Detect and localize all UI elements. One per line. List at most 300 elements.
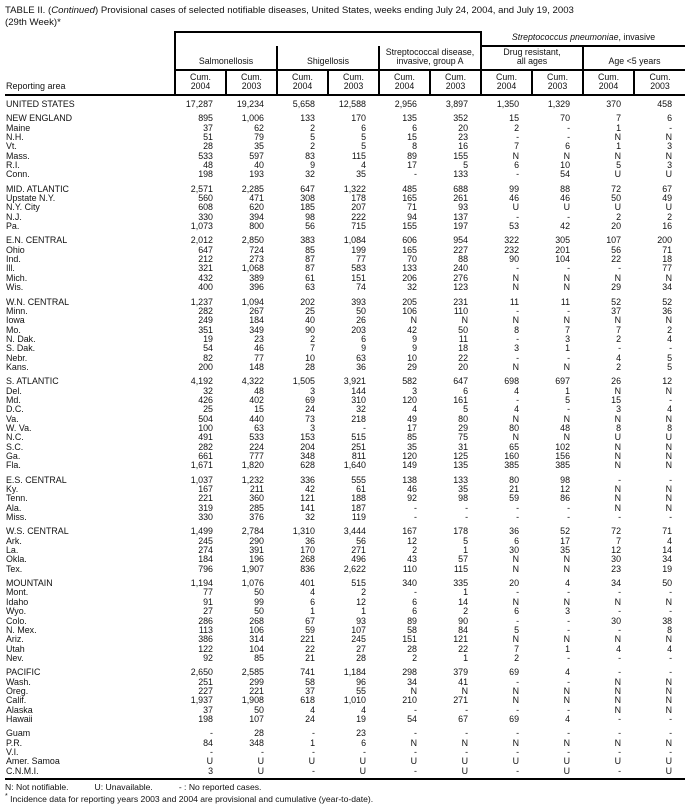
cell: 8 <box>412 141 417 152</box>
cell: 3 <box>310 422 315 433</box>
row-label: Nebr. <box>6 352 28 363</box>
cell: 17 <box>560 535 571 546</box>
cell: 69 <box>509 667 520 678</box>
cell: - <box>465 512 469 523</box>
cell: 56 <box>356 535 366 546</box>
cell: 50 <box>254 704 264 715</box>
cell: 16 <box>662 221 673 232</box>
cell: 314 <box>249 634 264 645</box>
cell: 6 <box>412 596 417 607</box>
cell: 26 <box>611 376 622 387</box>
row-label: MID. ATLANTIC <box>6 183 69 194</box>
cell: 212 <box>198 254 213 265</box>
cell: - <box>567 263 571 274</box>
cell: 203 <box>351 324 366 335</box>
cell: - <box>567 615 571 626</box>
table-row <box>5 142 685 151</box>
cell: 231 <box>453 296 469 307</box>
cell: 205 <box>402 296 417 307</box>
cell: 22 <box>611 254 622 265</box>
cell: U <box>614 202 622 213</box>
table-title-continued: Continued <box>51 5 95 16</box>
header-strep-pneumoniae: Streptococcus pneumoniae, invasive <box>481 32 685 46</box>
cell: 21 <box>509 484 520 495</box>
cell: 151 <box>351 272 366 283</box>
cell: N <box>614 315 622 326</box>
cell: 52 <box>560 526 571 537</box>
cell: 3 <box>565 333 571 344</box>
cell: 1 <box>565 343 571 354</box>
cell: 6 <box>310 596 315 607</box>
cell: 3 <box>208 765 213 776</box>
table-row <box>5 213 685 222</box>
row-label: Colo. <box>6 615 27 626</box>
cell: 2 <box>463 606 469 617</box>
cell: 1,184 <box>343 667 366 678</box>
cell: 393 <box>351 296 366 307</box>
cell: N <box>665 150 673 161</box>
cell: 96 <box>356 676 366 687</box>
cell: 87 <box>305 263 315 274</box>
cell: - <box>618 713 622 724</box>
cell: 52 <box>611 296 622 307</box>
cell: N <box>665 685 673 696</box>
row-label: Mass. <box>6 150 30 161</box>
row-label: R.I. <box>6 160 20 171</box>
cell: - <box>567 676 571 687</box>
cell: N <box>410 685 417 696</box>
cell: 48 <box>203 160 213 171</box>
cell: 2 <box>412 652 417 663</box>
cell: 50 <box>254 587 264 598</box>
cell: 133 <box>453 474 469 485</box>
cell: 2,285 <box>241 183 264 194</box>
cell: 70 <box>560 113 571 124</box>
cell: N <box>665 596 673 607</box>
table-row <box>5 236 685 245</box>
cell: 199 <box>351 244 366 255</box>
cell: - <box>618 652 622 663</box>
cell: 36 <box>662 305 673 316</box>
cell: 426 <box>198 394 213 405</box>
cell: 647 <box>300 183 315 194</box>
cell: 8 <box>667 624 673 635</box>
row-label: D.C. <box>6 404 24 415</box>
cell: N <box>614 150 622 161</box>
table-row <box>5 377 685 386</box>
cell: 46 <box>560 193 571 204</box>
row-label: S. ATLANTIC <box>6 376 59 387</box>
cell: - <box>618 667 622 678</box>
cell: U <box>512 756 520 767</box>
cell: 23 <box>458 132 469 142</box>
cell: - <box>516 704 520 715</box>
cell: 1 <box>310 606 315 617</box>
footnote-n: N: Not notifiable. <box>5 782 69 792</box>
cell: 3,921 <box>343 376 366 387</box>
cell: 6 <box>361 737 366 748</box>
cell: 201 <box>555 244 571 255</box>
cell: - <box>669 394 673 405</box>
cell: 170 <box>351 113 366 124</box>
cell: - <box>312 746 315 757</box>
cell: 49 <box>662 193 673 204</box>
cell: 204 <box>300 441 315 452</box>
cell: 1,820 <box>241 460 264 471</box>
cell: 1 <box>616 141 622 152</box>
cell: N <box>461 315 469 326</box>
table-row <box>5 396 685 405</box>
cell: 227 <box>198 685 213 696</box>
cell: 1,671 <box>190 460 213 471</box>
cell: 52 <box>662 296 673 307</box>
cell: - <box>567 352 571 363</box>
table-row <box>5 443 685 452</box>
cell: - <box>516 615 520 626</box>
row-label: Wis. <box>6 282 24 293</box>
cell: - <box>618 512 622 523</box>
cell: 4 <box>514 385 520 396</box>
table-row <box>5 114 685 123</box>
cell: 4 <box>514 404 520 415</box>
row-label: Oreg. <box>6 685 29 696</box>
cell: 4,322 <box>241 376 264 387</box>
cell: 50 <box>458 324 469 335</box>
cell: N <box>614 596 622 607</box>
cell: - <box>414 704 417 715</box>
cell: 98 <box>458 493 469 504</box>
cell: 36 <box>509 526 520 537</box>
cell: 5 <box>514 624 520 635</box>
cell: 4 <box>565 578 571 589</box>
cell: - <box>516 132 520 142</box>
cell: 56 <box>305 221 315 232</box>
cell: 19,234 <box>236 98 264 109</box>
cell: 34 <box>662 282 673 293</box>
cell: 4 <box>565 667 571 678</box>
cell: 628 <box>300 460 315 471</box>
table-row <box>5 326 685 335</box>
cell: 87 <box>305 254 315 265</box>
table-row <box>5 476 685 485</box>
header-cum-2004: Cum. 2004 <box>277 70 328 95</box>
cell: 34 <box>611 578 622 589</box>
cell: 394 <box>249 211 264 222</box>
cell: 30 <box>611 615 622 626</box>
cell: U <box>614 756 622 767</box>
cell: N <box>563 315 571 326</box>
cell: 383 <box>300 235 315 246</box>
cell: N <box>665 272 673 283</box>
row-label: N. Mex. <box>6 624 37 635</box>
cell: 48 <box>560 422 571 433</box>
table-row <box>5 678 685 687</box>
cell: 2 <box>310 333 315 344</box>
cell: 80 <box>458 413 469 424</box>
cell: - <box>669 512 673 523</box>
cell: - <box>465 704 469 715</box>
cell: 560 <box>198 193 213 204</box>
table-row <box>5 124 685 133</box>
footnote-incidence: * Incidence data for reporting years 2003 and 2004 are provisional and cumulative (year-to-date). <box>5 793 374 805</box>
cell: 360 <box>249 493 264 504</box>
cell: - <box>363 422 366 433</box>
cell: 2 <box>361 587 366 598</box>
cell: 207 <box>351 202 366 213</box>
cell: 1,350 <box>496 98 520 109</box>
row-label: Iowa <box>6 315 25 326</box>
cell: N <box>614 272 622 283</box>
cell: 533 <box>249 432 264 443</box>
cell: 120 <box>402 394 417 405</box>
reporting-area-label: Reporting area <box>5 70 175 95</box>
cell: 188 <box>351 493 366 504</box>
table-row <box>5 95 685 109</box>
header-cum-2003: Cum. 2003 <box>328 70 379 95</box>
cell: 56 <box>611 244 622 255</box>
cell: 110 <box>453 305 469 316</box>
table-title <box>5 5 685 28</box>
cell: 5 <box>361 141 366 152</box>
cell: N <box>614 685 622 696</box>
cell: 221 <box>300 634 315 645</box>
cell: 245 <box>198 535 213 546</box>
table-row <box>5 185 685 194</box>
cell: 165 <box>402 193 417 204</box>
cell: 167 <box>402 526 417 537</box>
cell: 17 <box>407 160 417 171</box>
cell: 46 <box>254 343 264 354</box>
cell: 198 <box>198 169 213 180</box>
cell: 9 <box>412 343 417 354</box>
cell: 268 <box>249 615 264 626</box>
cell: 1,937 <box>190 695 213 706</box>
cell: N <box>512 695 520 706</box>
cell: 41 <box>458 676 469 687</box>
cell: N <box>563 272 571 283</box>
cell: U <box>359 765 366 776</box>
cell: 69 <box>305 394 315 405</box>
cell: - <box>516 333 520 344</box>
cell: 1,076 <box>241 578 264 589</box>
cell: 267 <box>249 305 264 316</box>
cell: - <box>414 169 417 180</box>
table-row <box>5 298 685 307</box>
cell: - <box>618 474 622 485</box>
row-label: S. Dak. <box>6 343 36 354</box>
cell: - <box>414 587 417 598</box>
cell: U <box>665 169 673 180</box>
cell: 58 <box>305 676 315 687</box>
cell: - <box>516 502 520 513</box>
table-row <box>5 565 685 574</box>
cell: 218 <box>351 413 366 424</box>
row-label: Vt. <box>6 141 17 152</box>
cell: - <box>567 587 571 598</box>
cell: N <box>614 634 622 645</box>
cell: 724 <box>249 244 264 255</box>
table-row <box>5 461 685 470</box>
header-cum-2004: Cum. 2004 <box>481 70 532 95</box>
cell: 9 <box>412 333 417 344</box>
row-label: N.J. <box>6 211 22 222</box>
table-row <box>5 494 685 503</box>
table-row <box>5 274 685 283</box>
cell: 2,956 <box>394 98 417 109</box>
cell: U <box>410 756 417 767</box>
cell: 2,850 <box>241 235 264 246</box>
cell: N <box>512 563 520 574</box>
cell: 1,322 <box>343 183 366 194</box>
cell: 322 <box>504 235 520 246</box>
cell: 138 <box>402 474 417 485</box>
cell: 688 <box>453 183 469 194</box>
cell: N <box>512 554 520 565</box>
cell: 91 <box>203 596 213 607</box>
cell: N <box>563 361 571 372</box>
cell: 187 <box>351 502 366 513</box>
cell: 4 <box>361 704 366 715</box>
cell: 30 <box>509 545 520 556</box>
cell: 148 <box>249 361 264 372</box>
table-title-week: (29th Week)* <box>5 16 61 28</box>
cell: 59 <box>509 493 520 504</box>
cell: - <box>516 305 520 316</box>
cell: N <box>614 132 622 142</box>
cell: 80 <box>509 474 520 485</box>
cell: 2 <box>514 652 520 663</box>
cell: - <box>363 746 366 757</box>
cell: 98 <box>560 474 571 485</box>
cell: N <box>614 451 622 461</box>
cell: U <box>206 756 213 767</box>
cell: N <box>665 502 673 513</box>
table-row <box>5 424 685 433</box>
row-label: Ga. <box>6 451 21 461</box>
cell: 135 <box>453 460 469 471</box>
cell: - <box>567 404 571 415</box>
cell: 2 <box>514 122 520 133</box>
cell: - <box>669 728 673 739</box>
cell: 29 <box>407 361 417 372</box>
cell: 90 <box>305 324 315 335</box>
table-row <box>5 527 685 536</box>
row-label: Tex. <box>6 563 23 574</box>
cell: 36 <box>356 361 366 372</box>
cell: 299 <box>249 676 264 687</box>
cell: 184 <box>198 554 213 565</box>
row-label: Conn. <box>6 169 30 180</box>
cell: U <box>257 756 264 767</box>
cell: 155 <box>402 221 417 232</box>
cell: 35 <box>458 484 469 495</box>
row-label: V.I. <box>6 746 19 757</box>
header-cum-2004: Cum. 2004 <box>175 70 226 95</box>
cell: 282 <box>198 441 213 452</box>
cell: 396 <box>249 282 264 293</box>
cell: 32 <box>305 169 315 180</box>
header-group-shigellosis: Shigellosis <box>277 46 379 70</box>
cell: N <box>665 315 673 326</box>
header-group-drug-resistant: Drug resistant, all ages <box>481 46 583 70</box>
table-row <box>5 504 685 513</box>
table-row <box>5 696 685 705</box>
cell: - <box>567 211 571 222</box>
table-row <box>5 757 685 766</box>
cell: 121 <box>453 634 469 645</box>
cell: 8 <box>616 422 622 433</box>
header-cum-2003: Cum. 2003 <box>532 70 583 95</box>
cell: - <box>516 746 520 757</box>
cell: 67 <box>458 713 469 724</box>
cell: - <box>414 512 417 523</box>
cell: 40 <box>305 315 315 326</box>
cell: 58 <box>407 624 417 635</box>
cell: 83 <box>305 150 315 161</box>
cell: 200 <box>198 361 213 372</box>
cell: 20 <box>509 578 520 589</box>
cell: 161 <box>453 394 469 405</box>
cell: - <box>516 512 520 523</box>
cell: 4 <box>667 643 673 654</box>
header-cum-2003: Cum. 2003 <box>226 70 277 95</box>
cell: 1 <box>361 606 366 617</box>
row-label: N.H. <box>6 132 24 142</box>
cell: 122 <box>198 643 213 654</box>
cell: - <box>312 765 315 776</box>
cell: 1,068 <box>241 263 264 274</box>
cell: 144 <box>351 385 366 396</box>
cell: 10 <box>560 160 571 171</box>
cell: 107 <box>606 235 622 246</box>
cell: 32 <box>407 282 417 293</box>
cell: 515 <box>351 432 366 443</box>
cell: - <box>261 746 264 757</box>
cell: N <box>614 704 622 715</box>
table-row <box>5 344 685 353</box>
cell: 94 <box>407 211 417 222</box>
cell: 42 <box>407 324 417 335</box>
cell: 2 <box>667 211 673 222</box>
cell: - <box>516 263 520 274</box>
cell: 2 <box>616 361 622 372</box>
cell: 35 <box>560 545 571 556</box>
cell: 170 <box>300 545 315 556</box>
cell: 800 <box>249 221 264 232</box>
cell: 42 <box>560 221 571 232</box>
cell: 496 <box>351 554 366 565</box>
cell: - <box>618 728 622 739</box>
cell: - <box>618 263 622 274</box>
cell: 71 <box>407 202 417 213</box>
cell: 123 <box>453 282 469 293</box>
cell: 50 <box>611 193 622 204</box>
cell: N <box>512 737 520 748</box>
table-row <box>5 170 685 179</box>
cell: 1 <box>463 545 469 556</box>
cell: 7 <box>616 113 622 124</box>
cell: 5 <box>463 160 469 171</box>
table-row <box>5 546 685 555</box>
cell: U <box>461 765 469 776</box>
cell: N <box>512 315 520 326</box>
cell: 20 <box>458 122 469 133</box>
cell: - <box>669 587 673 598</box>
cell: U <box>665 432 673 443</box>
cell: N <box>512 596 520 607</box>
cell: 14 <box>458 596 469 607</box>
cell: 232 <box>504 244 520 255</box>
